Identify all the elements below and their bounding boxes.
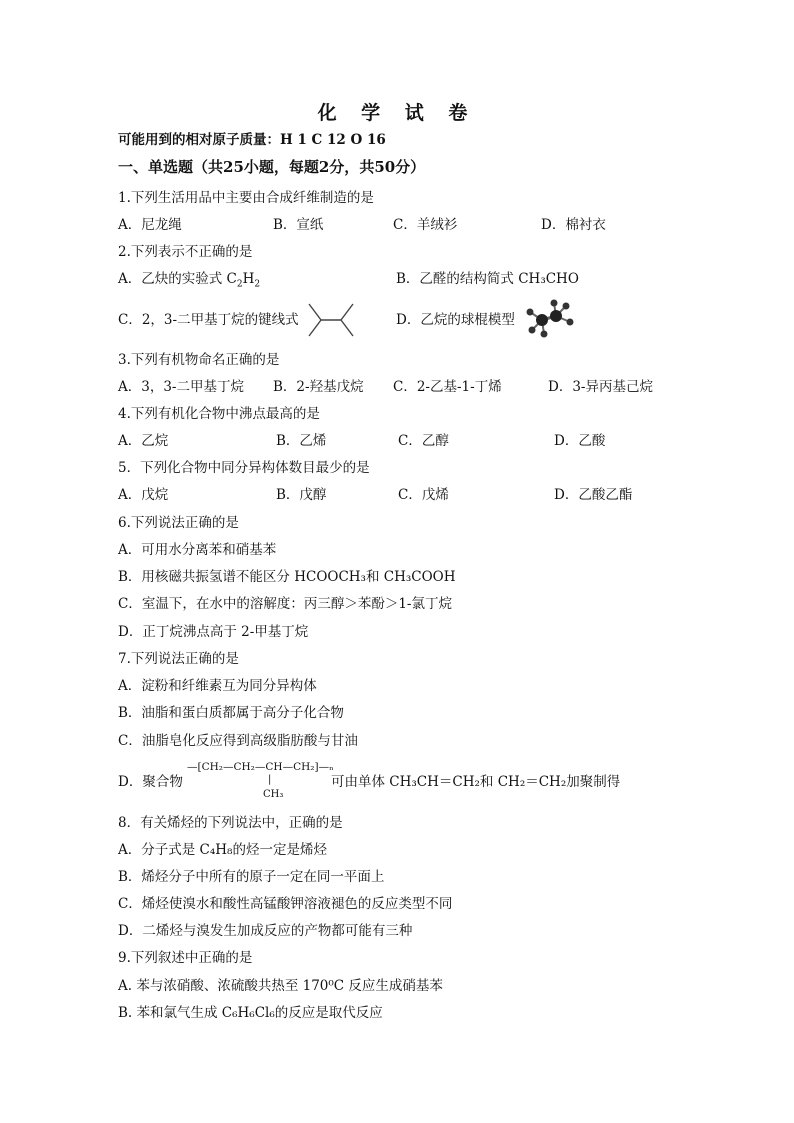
question-2-option-d: D．乙烷的球棍模型 — [396, 312, 515, 328]
question-8-stem: 8．有关烯烃的下列说法中，正确的是 — [118, 815, 343, 831]
question-5-option-d: D．乙酸乙酯 — [554, 487, 633, 503]
subscript: 2 — [254, 279, 261, 290]
question-7-option-d-label: D．聚合物 — [118, 774, 183, 790]
question-9-option-b: B. 苯和氯气生成 C₆H₆Cl₆的反应是取代反应 — [118, 1005, 383, 1021]
skeletal-formula-icon — [307, 300, 357, 340]
question-3-option-a: A．3，3-二甲基丁烷 — [118, 379, 244, 395]
question-4-stem: 4.下列有机化合物中沸点最高的是 — [118, 406, 320, 422]
subscript: 2 — [236, 279, 243, 290]
question-5-option-b: B．戊醇 — [276, 487, 327, 503]
option-a-text: A．乙炔的实验式 C — [118, 271, 237, 287]
question-4-option-d: D．乙酸 — [554, 433, 606, 449]
question-9-stem: 9.下列叙述中正确的是 — [118, 950, 253, 966]
question-8-option-b: B．烯烃分子中所有的原子一定在同一平面上 — [118, 869, 385, 885]
option-a-text-h: H — [242, 271, 255, 287]
question-2-option-b: B．乙醛的结构简式 CH₃CHO — [396, 271, 579, 287]
question-5-option-c: C．戊烯 — [398, 487, 449, 503]
question-1-option-a: A．尼龙绳 — [118, 217, 182, 233]
question-1-option-b: B．宣纸 — [273, 217, 324, 233]
question-1-stem: 1.下列生活用品中主要由合成纤维制造的是 — [118, 190, 374, 206]
question-6-option-a: A．可用水分离苯和硝基苯 — [118, 542, 277, 558]
polymer-branch: CH₃ — [263, 789, 284, 800]
question-7-option-c: C．油脂皂化反应得到高级脂肪酸与甘油 — [118, 733, 358, 749]
question-8-option-a: A．分子式是 C₄H₈的烃一定是烯烃 — [118, 842, 327, 858]
question-1-option-c: C．羊绒衫 — [393, 217, 458, 233]
question-5-stem: 5．下列化合物中同分异构体数目最少的是 — [118, 460, 370, 476]
question-6-stem: 6.下列说法正确的是 — [118, 515, 239, 531]
question-7-option-b: B．油脂和蛋白质都属于高分子化合物 — [118, 705, 344, 721]
question-1-option-d: D．棉衬衣 — [541, 217, 606, 233]
question-2-stem: 2.下列表示不正确的是 — [118, 244, 253, 260]
question-6-option-d: D．正丁烷沸点高于 2-甲基丁烷 — [118, 624, 309, 640]
question-3-stem: 3.下列有机物命名正确的是 — [118, 352, 280, 368]
question-8-option-c: C．烯烃使溴水和酸性高锰酸钾溶液褪色的反应类型不同 — [118, 896, 453, 912]
question-7-option-d-text: 可由单体 CH₃CH＝CH₂和 CH₂＝CH₂加聚制得 — [331, 774, 621, 790]
question-8-option-d: D．二烯烃与溴发生加成反应的产物都可能有三种 — [118, 923, 413, 939]
ball-stick-model-icon — [522, 298, 576, 340]
atomic-mass-note: 可能用到的相对原子质量：H 1 C 12 O 16 — [118, 132, 386, 148]
question-6-option-c: C．室温下，在水中的溶解度：丙三醇＞苯酚＞1-氯丁烷 — [118, 596, 452, 612]
question-7-option-a: A．淀粉和纤维素互为同分异构体 — [118, 678, 317, 694]
question-3-option-d: D．3-异丙基己烷 — [548, 379, 653, 395]
question-5-option-a: A．戊烷 — [118, 487, 169, 503]
question-3-option-c: C．2-乙基-1-丁烯 — [393, 379, 502, 395]
question-4-option-c: C．乙醇 — [398, 433, 449, 449]
polymer-branch-bond: | — [268, 774, 272, 785]
question-6-option-b: B．用核磁共振氢谱不能区分 HCOOCH₃和 CH₃COOH — [118, 569, 456, 585]
section-heading: 一、单选题（共25小题，每题2分，共50分） — [118, 158, 426, 176]
question-7-stem: 7.下列说法正确的是 — [118, 651, 239, 667]
question-4-option-a: A．乙烷 — [118, 433, 169, 449]
polymer-formula: —[CH₂—CH₂—CH—CH₂]—ₙ — [187, 761, 334, 773]
question-4-option-b: B．乙烯 — [276, 433, 327, 449]
page-title: 化 学 试 卷 — [317, 102, 477, 124]
question-3-option-b: B．2-羟基戊烷 — [273, 379, 364, 395]
question-2-option-c: C．2，3-二甲基丁烷的键线式 — [118, 312, 299, 328]
question-9-option-a: A. 苯与浓硝酸、浓硫酸共热至 170⁰C 反应生成硝基苯 — [118, 978, 443, 994]
question-2-option-a — [118, 270, 260, 294]
